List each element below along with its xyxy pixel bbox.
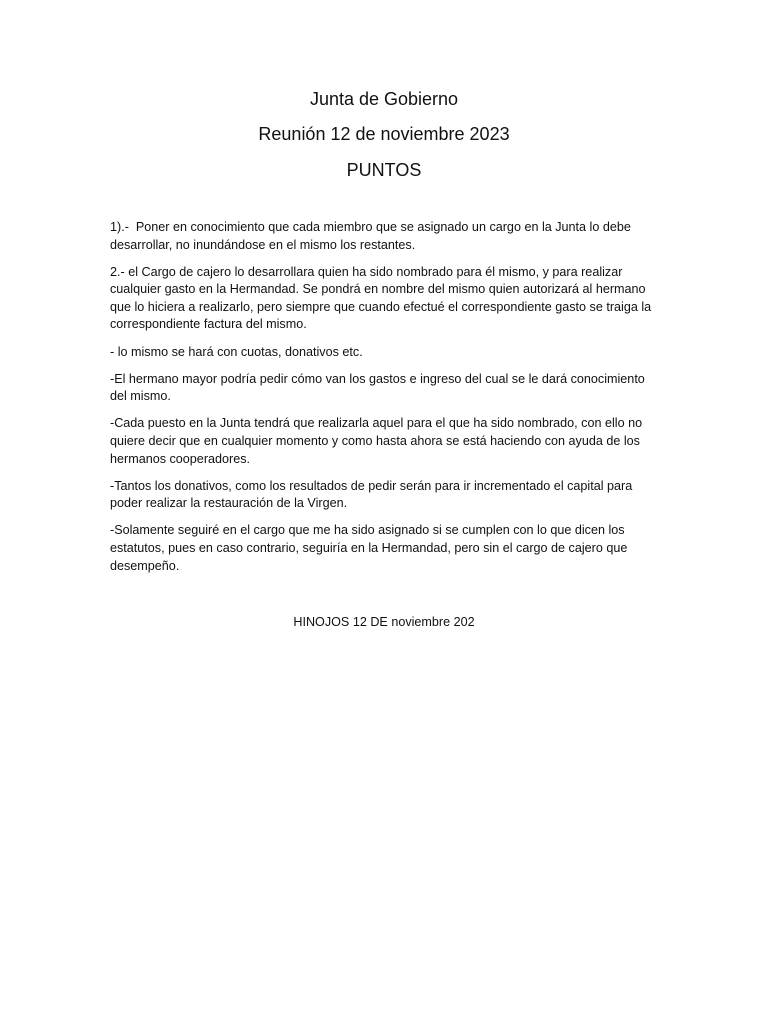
points-heading: PUNTOS	[346, 160, 422, 180]
paragraph-6: -Tantos los donativos, como los resultados de pedir serán para ir incrementado el capital para poder realizar la restauración de la Virgen.	[110, 478, 636, 511]
document-title: Junta de Gobierno	[309, 89, 459, 109]
paragraph-3: - lo mismo se hará con cuotas, donativos etc.	[110, 344, 363, 359]
paragraph-2: 2.- el Cargo de cajero lo desarrollara quien ha sido nombrado para él mismo, y para realizar cualquier gasto en la Hermandad. Se pondrá en nombre del mismo quien autorizará al hermano que lo hiciera a realizarlo, pero siempre que cuando efectué el correspondiente gasto se traiga la correspondiente factura del mismo.	[110, 264, 655, 332]
meeting-date-heading: Reunión 12 de noviembre 2023	[258, 124, 510, 144]
paragraph-4: -El hermano mayor podría pedir cómo van los gastos e ingreso del cual se le dará conocimiento del mismo.	[110, 371, 649, 404]
paragraph-1: 1).- Poner en conocimiento que cada miembro que se asignado un cargo en la Junta lo debe desarrollar, no inundándose en el mismo los restantes.	[110, 220, 635, 252]
paragraph-5: -Cada puesto en la Junta tendrá que realizarla aquel para el que ha sido nombrado, con ello no quiere decir que en cualquier momento y como hasta ahora se está haciendo con ayuda de los hermanos cooperadores.	[110, 416, 646, 466]
document-body	[110, 219, 662, 585]
document-footer: HINOJOS 12 DE noviembre 202	[293, 615, 475, 629]
paragraph-7: -Solamente seguiré en el cargo que me ha sido asignado si se cumplen con lo que dicen los estatutos, pues en caso contrario, seguiría en la Hermandad, pero sin el cargo de cajero que desempeño.	[110, 523, 631, 573]
